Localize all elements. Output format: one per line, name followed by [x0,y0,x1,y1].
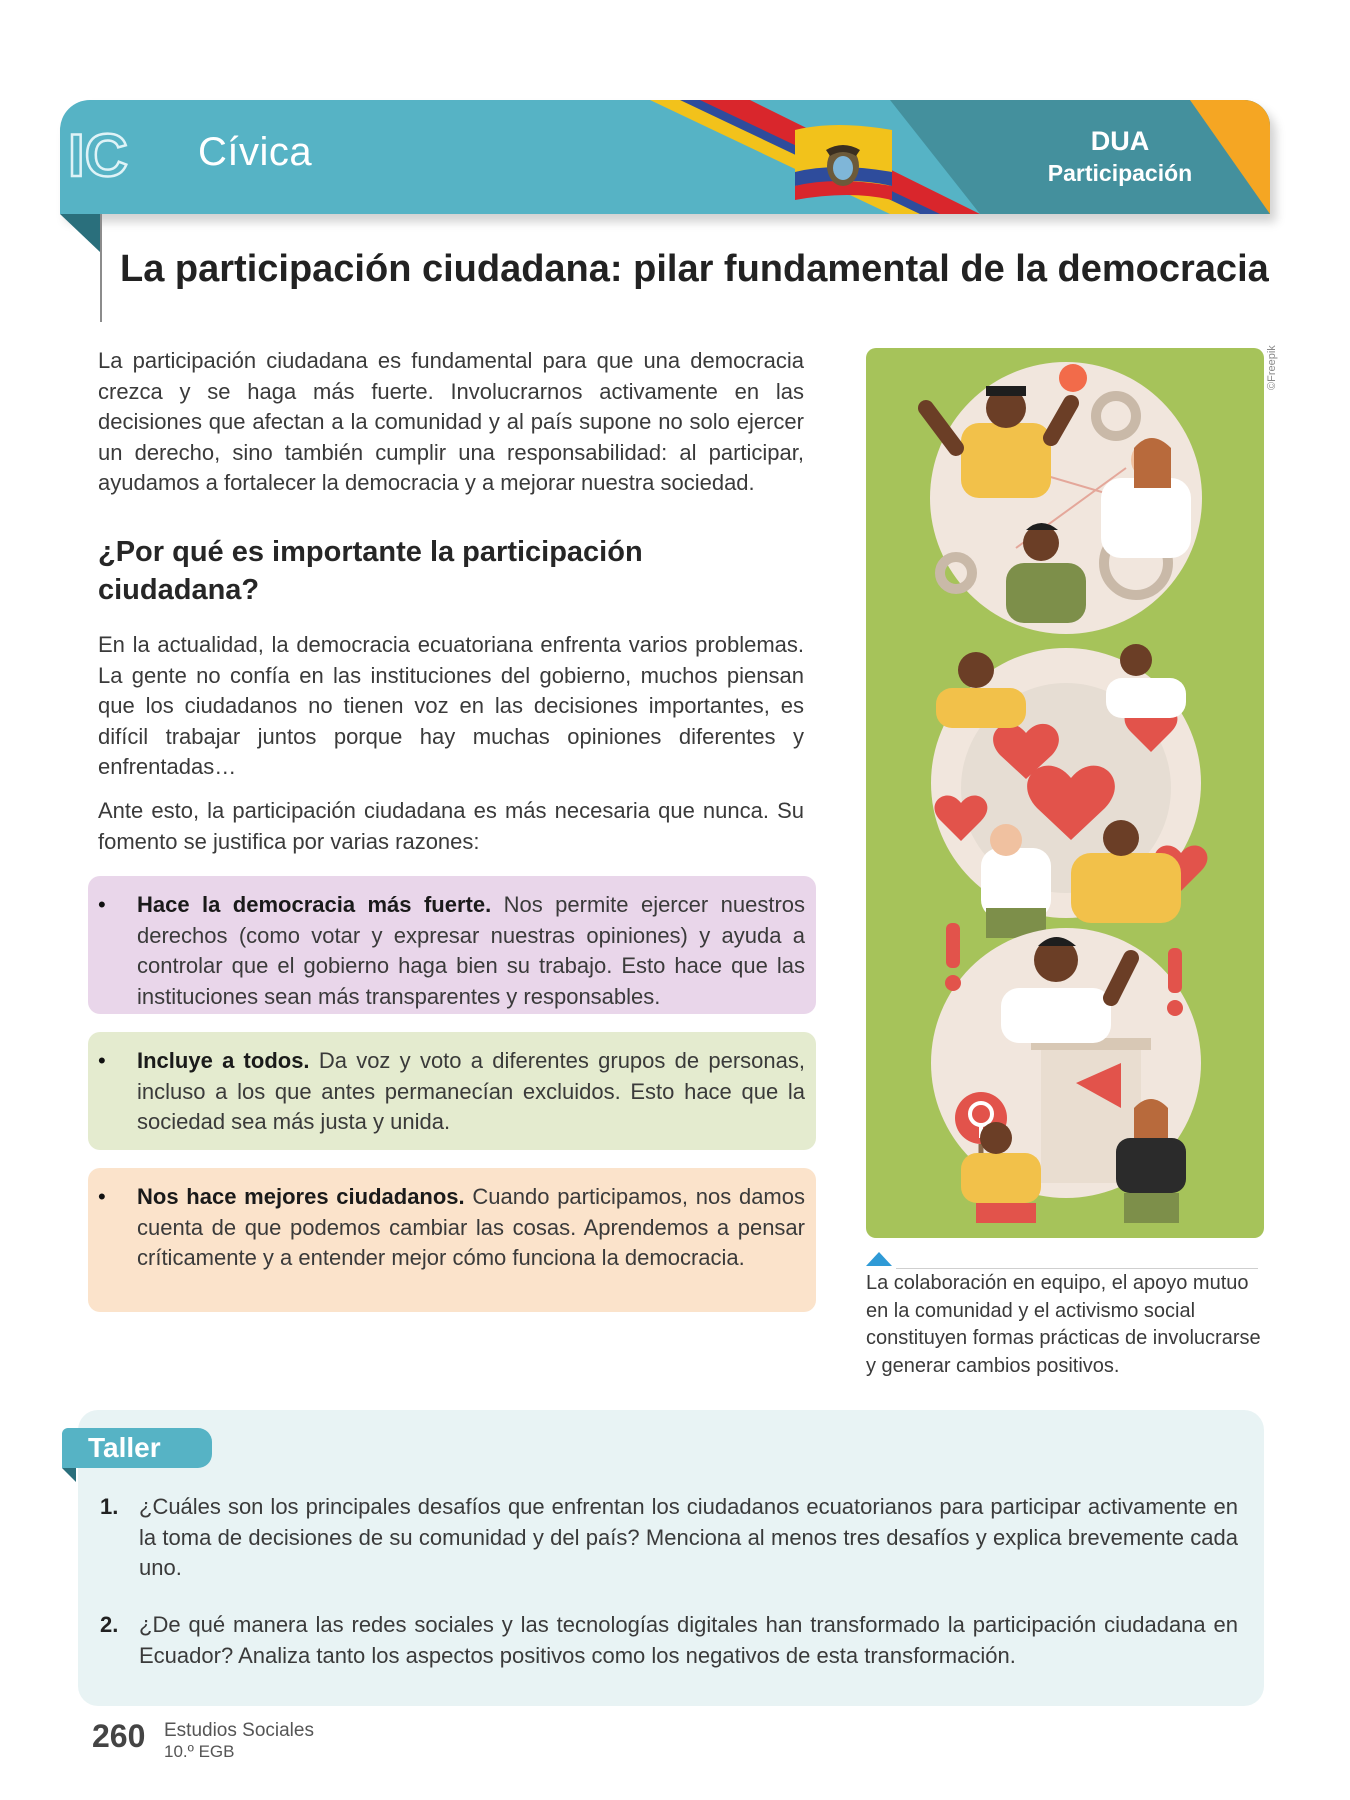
svg-text:IC: IC [68,126,128,182]
reason-title: Incluye a todos. [137,1048,319,1073]
reason-title: Nos hace mejores ciudadanos. [137,1184,473,1209]
page-number: 260 [92,1718,146,1754]
reason-body: Nos permite ejercer nuestros derechos (como votar y expresar nuestras opiniones) y ayuda a controlar que el gobierno haga bien su trabajo. Esto hace que las instituciones sean más transparentes y responsables. [137,892,806,1009]
footer-subject: Estudios Sociales [164,1720,314,1741]
dua-badge-title: DUA [1090,126,1150,156]
caption-rule [896,1268,1258,1269]
image-credit: ©Freepik [1266,345,1278,390]
reason-text [137,1046,805,1138]
question-text: ¿Cuáles son los principales desafíos que enfrentan los ciudadanos ecuatorianos para participar activamente en la toma de decisiones de su comunidad y del país? Menciona al menos tres desafíos y explica brevemente cada uno. [139,1494,1238,1580]
reason-title: Hace la democracia más fuerte. [137,892,504,917]
title-rule [100,214,102,322]
caption-triangle-icon [866,1252,892,1266]
footer-grade: 10.º EGB [164,1742,235,1761]
reason-body: Cuando participamos, nos damos cuenta de que podemos cambiar las cosas. Aprendemos a pensar críticamente y a entender mejor cómo funciona la democracia. [137,1184,805,1270]
bullet-icon: • [98,1184,106,1209]
section-subheading: ¿Por qué es importante la participación ciudadana? [98,536,643,606]
bullet-icon: • [98,892,106,917]
bullet-icon: • [98,1048,106,1073]
ic-logo-icon [66,126,184,182]
reason-box-includes-everyone [88,1032,816,1150]
question-text: ¿De qué manera las redes sociales y las tecnologías digitales han transformado la participación ciudadana en Ecuador? Analiza tanto los aspectos positivos como los negativos de esta transformación. [139,1612,1238,1668]
header-banner [60,100,1270,214]
section-title: Cívica [198,130,313,174]
question-number: 1. [100,1494,119,1519]
participation-illustration [866,348,1264,1238]
reason-body: Da voz y voto a diferentes grupos de personas, incluso a los que antes permanecían excluidos. Esto hace que la sociedad sea más justa y unida. [137,1048,806,1134]
question-number: 2. [100,1612,119,1637]
reason-text [137,1182,805,1274]
banner-fold-corner [60,214,100,252]
reason-box-better-citizens [88,1168,816,1312]
reason-text [137,890,805,1012]
problems-paragraph: En la actualidad, la democracia ecuatoriana enfrenta varios problemas. La gente no confía en las instituciones del gobierno, muchos piensan que los ciudadanos no tienen voz en las decisiones importantes, es difícil trabajar juntos porque hay muchas opiniones diferentes y enfrentadas… [98,632,804,779]
image-caption: La colaboración en equipo, el apoyo mutuo en la comunidad y el activismo social constituyen formas prácticas de involucrarse y generar cambios positivos. [866,1272,1261,1377]
intro-paragraph: La participación ciudadana es fundamental para que una democracia crezca y se haga más fuerte. Involucrarnos activamente en las decisiones que afectan a la comunidad y al país supone no solo ejercer un derecho, sino también cumplir una responsabilidad: al participar, ayudamos a fortalecer la democracia y a mejorar nuestra sociedad. [98,348,804,495]
workshop-tab-fold [62,1468,76,1482]
reason-box-stronger-democracy [88,876,816,1014]
dua-badge-subtitle: Participación [1047,160,1193,186]
reasons-intro-paragraph: Ante esto, la participación ciudadana es más necesaria que nunca. Su fomento se justifica por varias razones: [98,798,804,854]
page-title: La participación ciudadana: pilar fundamental de la democracia [120,248,1269,290]
citizens-collaboration-image [866,348,1264,1238]
workshop-label: Taller [62,1428,212,1468]
